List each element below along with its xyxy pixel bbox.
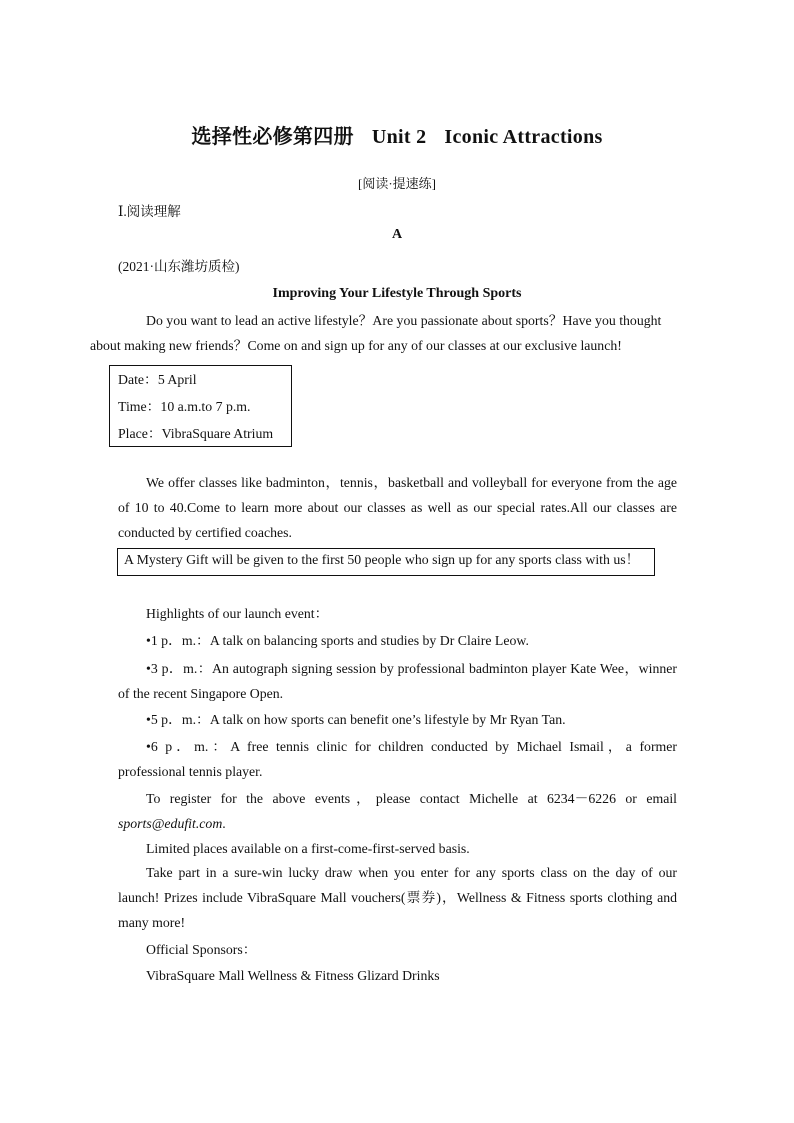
highlights-title: Highlights of our launch event： (146, 606, 329, 621)
highlight-item: •1 p．m.：A talk on balancing sports and studies by Dr Claire Leow. (146, 633, 529, 648)
title-topic: Iconic Attractions (444, 126, 603, 148)
exercise-subtitle: [阅读·提速练] (358, 176, 436, 191)
part-label: A (391, 227, 403, 242)
highlight-item: •3 p．m.：An autograph signing session by professional badminton player Kate Wee，winner of the recent Singapore Open. (118, 661, 677, 701)
intro-line-1: Do you want to lead an active lifestyle？Are you passionate about sports？Have you thought (146, 313, 662, 328)
event-details-box (109, 365, 292, 447)
event-place: Place：VibraSquare Atrium (118, 426, 274, 441)
lucky-draw-paragraph: Take part in a sure-win lucky draw when you enter for any sports class on the day of our launch! Prizes include VibraSquare Mall vouchers(票券)，Wellness & Fitness sports clothing and many more! (118, 865, 677, 930)
offer-paragraph: We offer classes like badminton，tennis，basketball and volleyball for everyone from the age of 10 to 40.Come to learn more about our classes as well as our special rates.All our classes are conducted by certified coaches. (118, 475, 677, 540)
sponsors-title: Official Sponsors： (146, 942, 257, 957)
section-label: Ⅰ.阅读理解 (118, 204, 181, 219)
intro-paragraph (90, 308, 677, 358)
title-chinese: 选择性必修第四册 (191, 126, 354, 148)
article-heading: Improving Your Lifestyle Through Sports (272, 286, 522, 301)
limited-paragraph: Limited places available on a first-come-first-served basis. (146, 841, 470, 856)
event-time: Time：10 a.m.to 7 p.m. (118, 399, 251, 414)
highlight-item: •6 p．m.：A free tennis clinic for children conducted by Michael Ismail，a former professional tennis player. (118, 739, 677, 779)
mystery-gift-box: A Mystery Gift will be given to the first 50 people who sign up for any sports class with us！ (117, 548, 655, 576)
register-paragraph (118, 786, 677, 836)
intro-line-2: about making new friends？Come on and sign up for any of our classes at our exclusive launch! (90, 338, 622, 353)
source-label: (2021·山东潍坊质检) (118, 259, 240, 274)
register-end: . (222, 816, 226, 831)
event-date: Date：5 April (118, 372, 197, 387)
email-link[interactable]: sports@edufit.com (118, 816, 223, 831)
page-title (0, 120, 794, 149)
highlight-item: •5 p．m.：A talk on how sports can benefit one’s lifestyle by Mr Ryan Tan. (146, 712, 566, 727)
title-unit: Unit 2 (371, 126, 427, 148)
sponsors-list: VibraSquare Mall Wellness & Fitness Glizard Drinks (146, 968, 440, 983)
register-text: To register for the above events，please contact Michelle at 6234－6226 or email (146, 791, 677, 806)
